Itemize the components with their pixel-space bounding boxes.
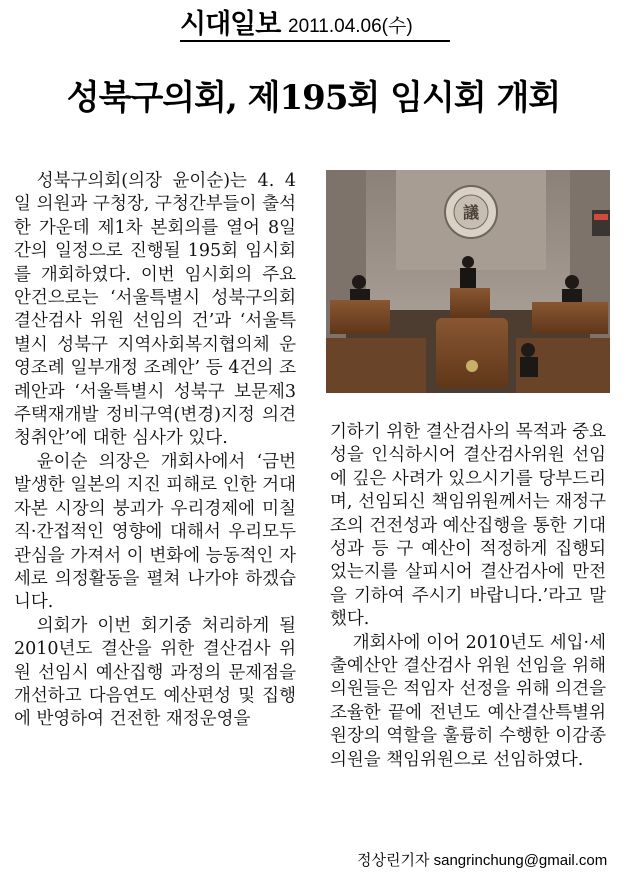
seal-character: 議: [462, 203, 480, 222]
paper-name: 시대일보: [180, 9, 281, 40]
article-byline: [357, 849, 607, 870]
masthead: [8, 2, 619, 42]
reporter-email: sangrinchung@gmail.com: [433, 852, 608, 869]
article-column-left: [14, 170, 296, 732]
reporter-name: 정상린기자: [357, 851, 430, 869]
article-paragraph: 윤이순 의장은 개회사에서 ‘금번 발생한 일본의 지진 피해로 인한 거대자본 시장의 붕괴가 우리경제에 미칠 직·간접적인 영향에 대해서 우리모두 관심을 가져서 이 변화에 능동적인 자세로 의정활동을 펼쳐 나가야 하겠습니다.: [14, 451, 296, 613]
article-paragraph: 의회가 이번 회기중 처리하게 될 2010년도 결산을 위한 결산검사 위원 선임시 예산집행 과정의 문제점을 개선하고 다음연도 예산편성 및 집행에 반영하여 건전한 재정운영을: [14, 615, 296, 730]
article-headline: 성북구의회, 제195회 임시회 개회: [66, 78, 561, 118]
council-session-photo: [326, 170, 610, 393]
publication-date: 2011.04.06(수): [288, 16, 413, 37]
article-paragraph: 기하기 위한 결산검사의 목적과 중요성을 인식하시어 결산검사위원 선임에 깊은 사려가 있으시기를 당부드리며, 선임되신 책임위원께서는 재정구조의 건전성과 예산집행을 통한 기대성과 등 구 예산이 적정하게 집행되었는지를 살피시어 결산검사에 만전을 기하여 주시기 바랍니다.’라고 말했다.: [330, 422, 606, 630]
masthead-underline: [180, 40, 450, 42]
article-paragraph: 개회사에 이어 2010년도 세입·세출예산안 결산검사 위원 선임을 위해 의원들은 적임자 선정을 위해 의견을 조율한 끝에 전년도 예산결산특별위원장의 역할을 훌륭히 수행한 이감종의원을 책임위원으로 선임하였다.: [330, 632, 606, 770]
article-column-right: [330, 421, 606, 772]
council-chamber-illustration: [326, 170, 610, 393]
article-paragraph: 성북구의회(의장 윤이순)는 4. 4일 의원과 구청장, 구청간부들이 출석한 가운데 제1차 본회의를 열어 8일간의 일정으로 진행될 195회 임시회를 개회하였다. 이번 임시회의 주요 안건으로는 ‘서울특별시 성북구의회 결산검사 위원 선임의 건’과 ‘서울특별시 성북구 지역사회복지협의체 운영조례 일부개정 조례안’ 등 4건의 조례안과 ‘서울특별시 성북구 보문제3 주택재개발 정비구역(변경)지정 의견청취안’에 대한 심사가 있다.: [14, 171, 296, 449]
